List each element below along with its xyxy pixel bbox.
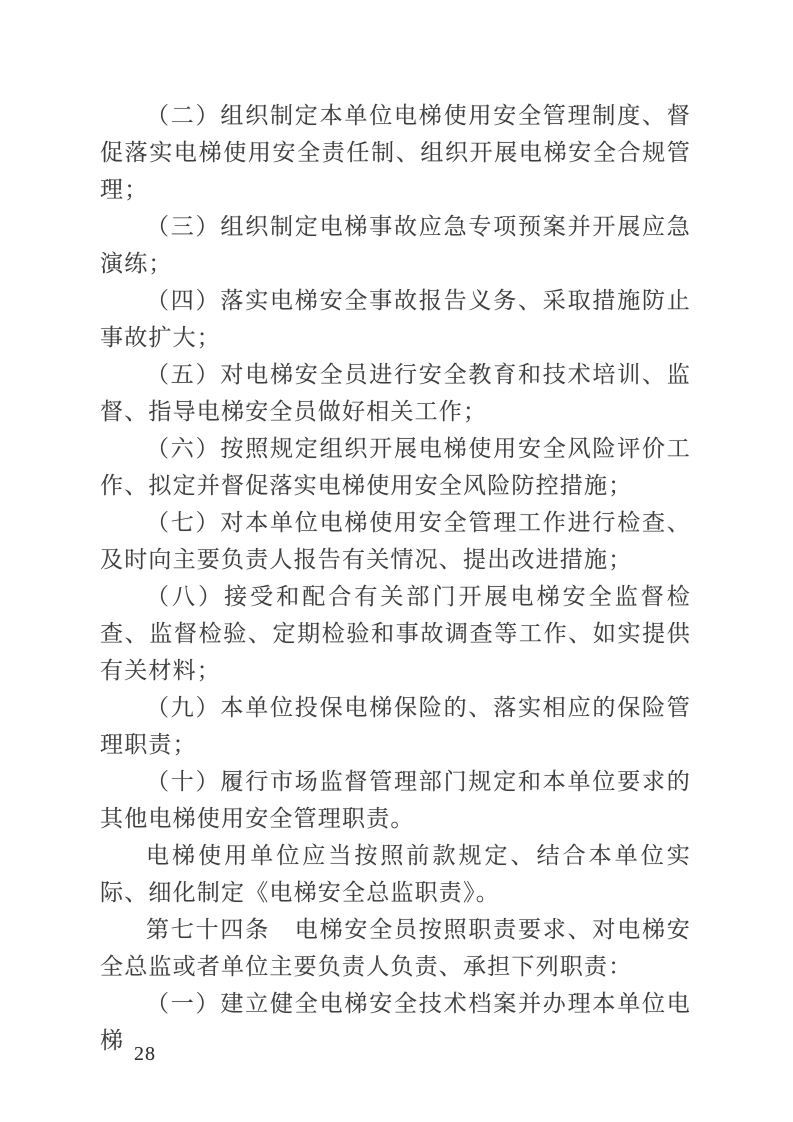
list-item-2: （二）组织制定本单位电梯使用安全管理制度、督促落实电梯使用安全责任制、组织开展电梯安全合规管理； <box>100 103 691 202</box>
list-item-10: （十）履行市场监督管理部门规定和本单位要求的其他电梯使用安全管理职责。 <box>100 769 691 831</box>
list-item-1-truncated: （一）建立健全电梯安全技术档案并办理本单位电梯 <box>100 991 691 1053</box>
page-number: 28 <box>134 1043 156 1065</box>
list-item-9: （九）本单位投保电梯保险的、落实相应的保险管理职责； <box>100 695 691 757</box>
list-item-3: （三）组织制定电梯事故应急专项预案并开展应急演练； <box>100 214 691 276</box>
article-74-paragraph: 第七十四条 电梯安全员按照职责要求、对电梯安全总监或者单位主要负责人负责、承担下列职责： <box>100 917 691 979</box>
closing-paragraph: 电梯使用单位应当按照前款规定、结合本单位实际、细化制定《电梯安全总监职责》。 <box>100 843 691 905</box>
list-item-6: （六）按照规定组织开展电梯使用安全风险评价工作、拟定并督促落实电梯使用安全风险防控措施； <box>100 436 691 498</box>
list-item-8: （八）接受和配合有关部门开展电梯安全监督检查、监督检验、定期检验和事故调查等工作、如实提供有关材料； <box>100 584 691 683</box>
document-body <box>100 97 691 1059</box>
list-item-5: （五）对电梯安全员进行安全教育和技术培训、监督、指导电梯安全员做好相关工作； <box>100 362 691 424</box>
list-item-4: （四）落实电梯安全事故报告义务、采取措施防止事故扩大； <box>100 288 691 350</box>
list-item-7: （七）对本单位电梯使用安全管理工作进行检查、及时向主要负责人报告有关情况、提出改进措施； <box>100 510 691 572</box>
